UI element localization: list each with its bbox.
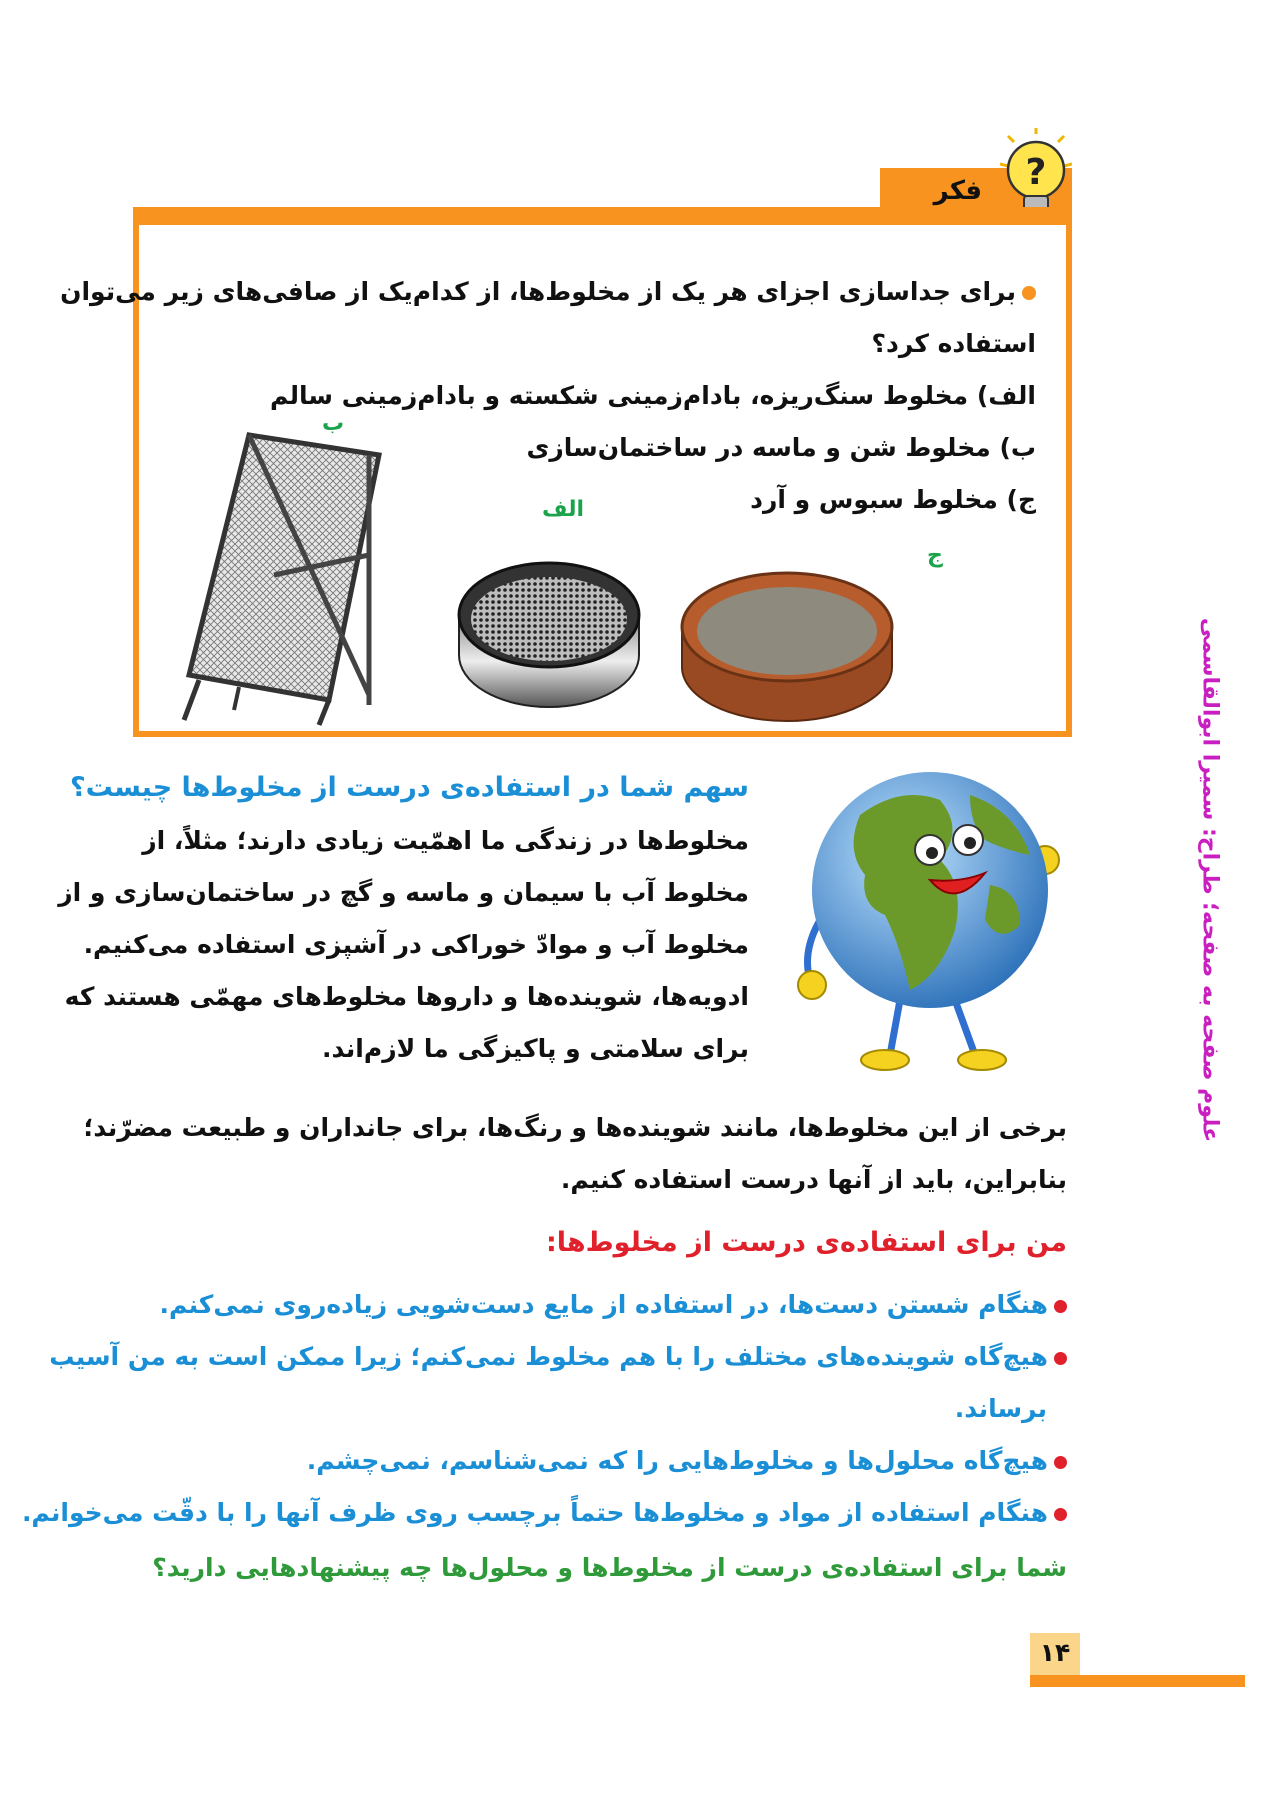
tip-2: هیچ‌گاه شوینده‌های مختلف را با هم مخلوط نمی‌کنم؛ زیرا ممکن است به من آسیب xyxy=(49,1342,1067,1371)
frame-sieve-image xyxy=(179,425,389,730)
tip-1: هنگام شستن دست‌ها، در استفاده از مایع دست‌شویی زیاده‌روی نمی‌کنم. xyxy=(160,1290,1068,1319)
bullet-icon xyxy=(1054,1456,1067,1469)
contribution-line-2: مخلوط آب با سیمان و ماسه و گچ در ساختمان‌سازی و از xyxy=(58,878,749,907)
contribution-line-4: ادویه‌ها، شوینده‌ها و داروها مخلوط‌های مهمّی هستند که xyxy=(64,982,749,1011)
page-number-box xyxy=(1030,1633,1080,1675)
tip-3: هیچ‌گاه محلول‌ها و مخلوط‌هایی را که نمی‌شناسم، نمی‌چشم. xyxy=(307,1446,1067,1475)
tip-4: هنگام استفاده از مواد و مخلوط‌ها حتماً برچسب روی ظرف آنها را با دقّت می‌خوانم. xyxy=(22,1498,1067,1527)
think-option-a: الف) مخلوط سنگ‌ریزه، بادام‌زمینی شکسته و بادام‌زمینی سالم xyxy=(270,381,1036,410)
wooden-sieve-image xyxy=(677,555,897,725)
page-number: ۱۴ xyxy=(1039,1638,1071,1667)
contribution-line-3: مخلوط آب و موادّ خوراکی در آشپزی استفاده می‌کنیم. xyxy=(83,930,749,959)
footer-bar xyxy=(1030,1675,1245,1687)
think-question-line1: برای جداسازی اجزای هر یک از مخلوط‌ها، از کدام‌یک از صافی‌های زیر می‌توان xyxy=(60,277,1036,306)
contribution-line-5: برای سلامتی و پاکیزگی ما لازم‌اند. xyxy=(321,1034,749,1063)
think-title: فکر xyxy=(933,176,982,206)
think-option-b: ب) مخلوط شن و ماسه در ساختمان‌سازی xyxy=(526,433,1036,462)
tip-2-continued: برساند. xyxy=(954,1394,1047,1423)
bullet-icon xyxy=(1054,1300,1067,1313)
label-b: ب xyxy=(322,411,345,436)
contribution-title: سهم شما در استفاده‌ی درست از مخلوط‌ها چیست؟ xyxy=(69,772,749,803)
suggestion-question: شما برای استفاده‌ی درست از مخلوط‌ها و محلول‌ها چه پیشنهادهایی دارید؟ xyxy=(152,1553,1067,1582)
metal-sieve-image xyxy=(454,545,644,715)
think-option-c: ج) مخلوط سبوس و آرد xyxy=(750,485,1036,514)
contribution-full-line-1: برخی از این مخلوط‌ها، مانند شوینده‌ها و رنگ‌ها، برای جانداران و طبیعت مضرّند؛ xyxy=(83,1113,1067,1142)
label-c: ج xyxy=(927,543,943,568)
bullet-icon xyxy=(1054,1508,1067,1521)
svg-text:?: ? xyxy=(1025,152,1047,193)
mine-title: من برای استفاده‌ی درست از مخلوط‌ها: xyxy=(545,1227,1067,1258)
earth-character-image xyxy=(790,755,1070,1085)
label-a: الف xyxy=(542,497,585,522)
bullet-icon xyxy=(1022,286,1036,300)
side-credit: علوم صفحه به صفحه؛ طراح: سمیرا ابوالقاسمی xyxy=(1197,617,1223,1143)
bullet-icon xyxy=(1054,1352,1067,1365)
contribution-full-line-2: بنابراین، باید از آنها درست استفاده کنیم. xyxy=(560,1165,1067,1194)
think-box xyxy=(60,207,1072,737)
contribution-line-1: مخلوط‌ها در زندگی ما اهمّیت زیادی دارند؛ مثلاً، از xyxy=(142,826,749,855)
think-question-line2: استفاده کرد؟ xyxy=(871,329,1036,358)
